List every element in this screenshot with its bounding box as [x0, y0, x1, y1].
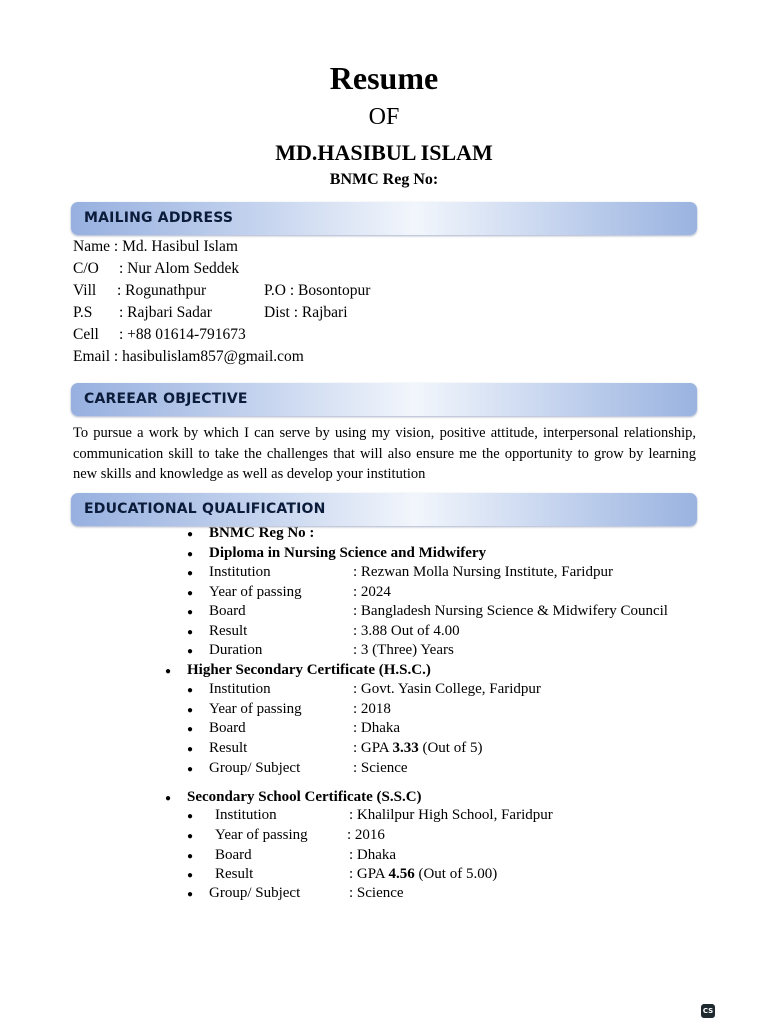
hsc-title: Higher Secondary Certificate (H.S.C.)	[187, 662, 431, 678]
hsc-board-label: Board	[209, 720, 246, 736]
edu-bnmc-reg: BNMC Reg No :	[209, 525, 315, 541]
bullet-icon: ●	[187, 685, 194, 696]
bullet-icon: ●	[187, 811, 194, 822]
career-objective-text: To pursue a work by which I can serve by using my vision, positive attitude, interpersonal relationship, communication skill to take the challenges that will also ensure me the opportunity to grow by learning new skills and knowledge as well as develop your institution	[73, 425, 696, 482]
ps-label: P.S	[73, 304, 93, 321]
bullet-icon: ●	[187, 705, 194, 716]
ssc-result-value	[349, 866, 497, 883]
diploma-year-label: Year of passing	[209, 584, 302, 600]
diploma-board-label: Board	[209, 603, 246, 619]
bullet-icon: ●	[187, 588, 194, 599]
bullet-icon: ●	[187, 549, 194, 560]
bullet-icon: ●	[187, 724, 194, 735]
education-heading: EDUCATIONAL QUALIFICATION	[84, 501, 326, 517]
ssc-institution-label: Institution	[215, 807, 277, 823]
vill-value: : Rogunathpur	[117, 282, 207, 299]
ssc-group-value: : Science	[349, 885, 404, 901]
camscanner-logo-icon: CS	[701, 1004, 715, 1018]
mailing-address-section-bar	[71, 202, 697, 235]
diploma-board-value: : Bangladesh Nursing Science & Midwifery Council	[353, 603, 668, 619]
hsc-result-value	[353, 740, 482, 757]
ssc-year-value: : 2016	[347, 827, 385, 843]
subtitle-of: OF	[368, 104, 400, 130]
hsc-group-value: : Science	[353, 760, 408, 776]
ssc-result-pre: : GPA	[349, 866, 389, 882]
bullet-icon: ●	[187, 831, 194, 842]
hsc-institution-label: Institution	[209, 681, 271, 697]
hsc-result-pre: : GPA	[353, 740, 393, 756]
ssc-year-label: Year of passing	[215, 827, 308, 843]
bullet-icon: ●	[187, 870, 194, 881]
bullet-icon: ●	[187, 764, 194, 775]
hsc-year-label: Year of passing	[209, 701, 302, 717]
career-objective-heading: CAREEAR OBJECTIVE	[84, 391, 248, 407]
email-label: Email :	[73, 348, 123, 365]
hsc-result-post: (Out of 5)	[418, 740, 483, 756]
hsc-result-label: Result	[209, 740, 248, 756]
po-value: P.O : Bosontopur	[264, 282, 371, 299]
hsc-group-label: Group/ Subject	[209, 760, 301, 776]
mailing-email-line	[73, 348, 304, 366]
diploma-title: Diploma in Nursing Science and Midwifery	[209, 545, 487, 561]
bullet-icon: ●	[165, 666, 172, 677]
bullet-icon: ●	[187, 889, 194, 900]
name-label: Name :	[73, 238, 123, 255]
hsc-gpa: 3.33	[392, 740, 419, 756]
bullet-icon: ●	[165, 793, 172, 804]
dist-value: Dist : Rajbari	[264, 304, 348, 321]
mailing-name-line	[73, 238, 238, 256]
ssc-title: Secondary School Certificate (S.S.C)	[187, 789, 422, 805]
co-label: C/O	[73, 260, 99, 277]
ssc-group-label: Group/ Subject	[209, 885, 301, 901]
education-section-bar	[71, 493, 697, 526]
diploma-duration-label: Duration	[209, 642, 263, 658]
bullet-icon: ●	[187, 529, 194, 540]
bullet-icon: ●	[187, 568, 194, 579]
bullet-icon: ●	[187, 851, 194, 862]
email-value[interactable]: hasibulislam857@gmail.com	[122, 348, 304, 365]
cell-label: Cell	[73, 326, 99, 343]
co-value: : Nur Alom Seddek	[119, 260, 240, 277]
vill-label: Vill	[73, 282, 97, 299]
bullet-icon: ●	[187, 646, 194, 657]
hsc-year-value: : 2018	[353, 701, 391, 717]
bullet-icon: ●	[187, 627, 194, 638]
ssc-board-label: Board	[215, 847, 252, 863]
applicant-name: MD.HASIBUL ISLAM	[275, 140, 493, 165]
career-objective-section-bar	[71, 383, 697, 416]
diploma-result-label: Result	[209, 623, 248, 639]
bullet-icon: ●	[187, 607, 194, 618]
diploma-year-value: : 2024	[353, 584, 391, 600]
ssc-result-label: Result	[215, 866, 254, 882]
diploma-duration-value: : 3 (Three) Years	[353, 642, 454, 658]
name-value: Md. Hasibul Islam	[122, 238, 238, 255]
diploma-institution-value: : Rezwan Molla Nursing Institute, Faridpur	[353, 564, 613, 580]
ps-value: : Rajbari Sadar	[119, 304, 212, 321]
diploma-result-value: : 3.88 Out of 4.00	[353, 623, 460, 639]
mailing-address-heading: MAILING ADDRESS	[84, 210, 234, 226]
ssc-institution-value: : Khalilpur High School, Faridpur	[349, 807, 553, 823]
bnmc-reg-heading: BNMC Reg No:	[329, 171, 439, 188]
diploma-institution-label: Institution	[209, 564, 271, 580]
ssc-result-post: (Out of 5.00)	[414, 866, 498, 882]
ssc-board-value: : Dhaka	[349, 847, 397, 863]
page-title: Resume	[329, 60, 439, 96]
cell-value: : +88 01614-791673	[119, 326, 246, 343]
ssc-gpa: 4.56	[388, 866, 415, 882]
bullet-icon: ●	[187, 744, 194, 755]
hsc-board-value: : Dhaka	[353, 720, 401, 736]
hsc-institution-value: : Govt. Yasin College, Faridpur	[353, 681, 541, 697]
